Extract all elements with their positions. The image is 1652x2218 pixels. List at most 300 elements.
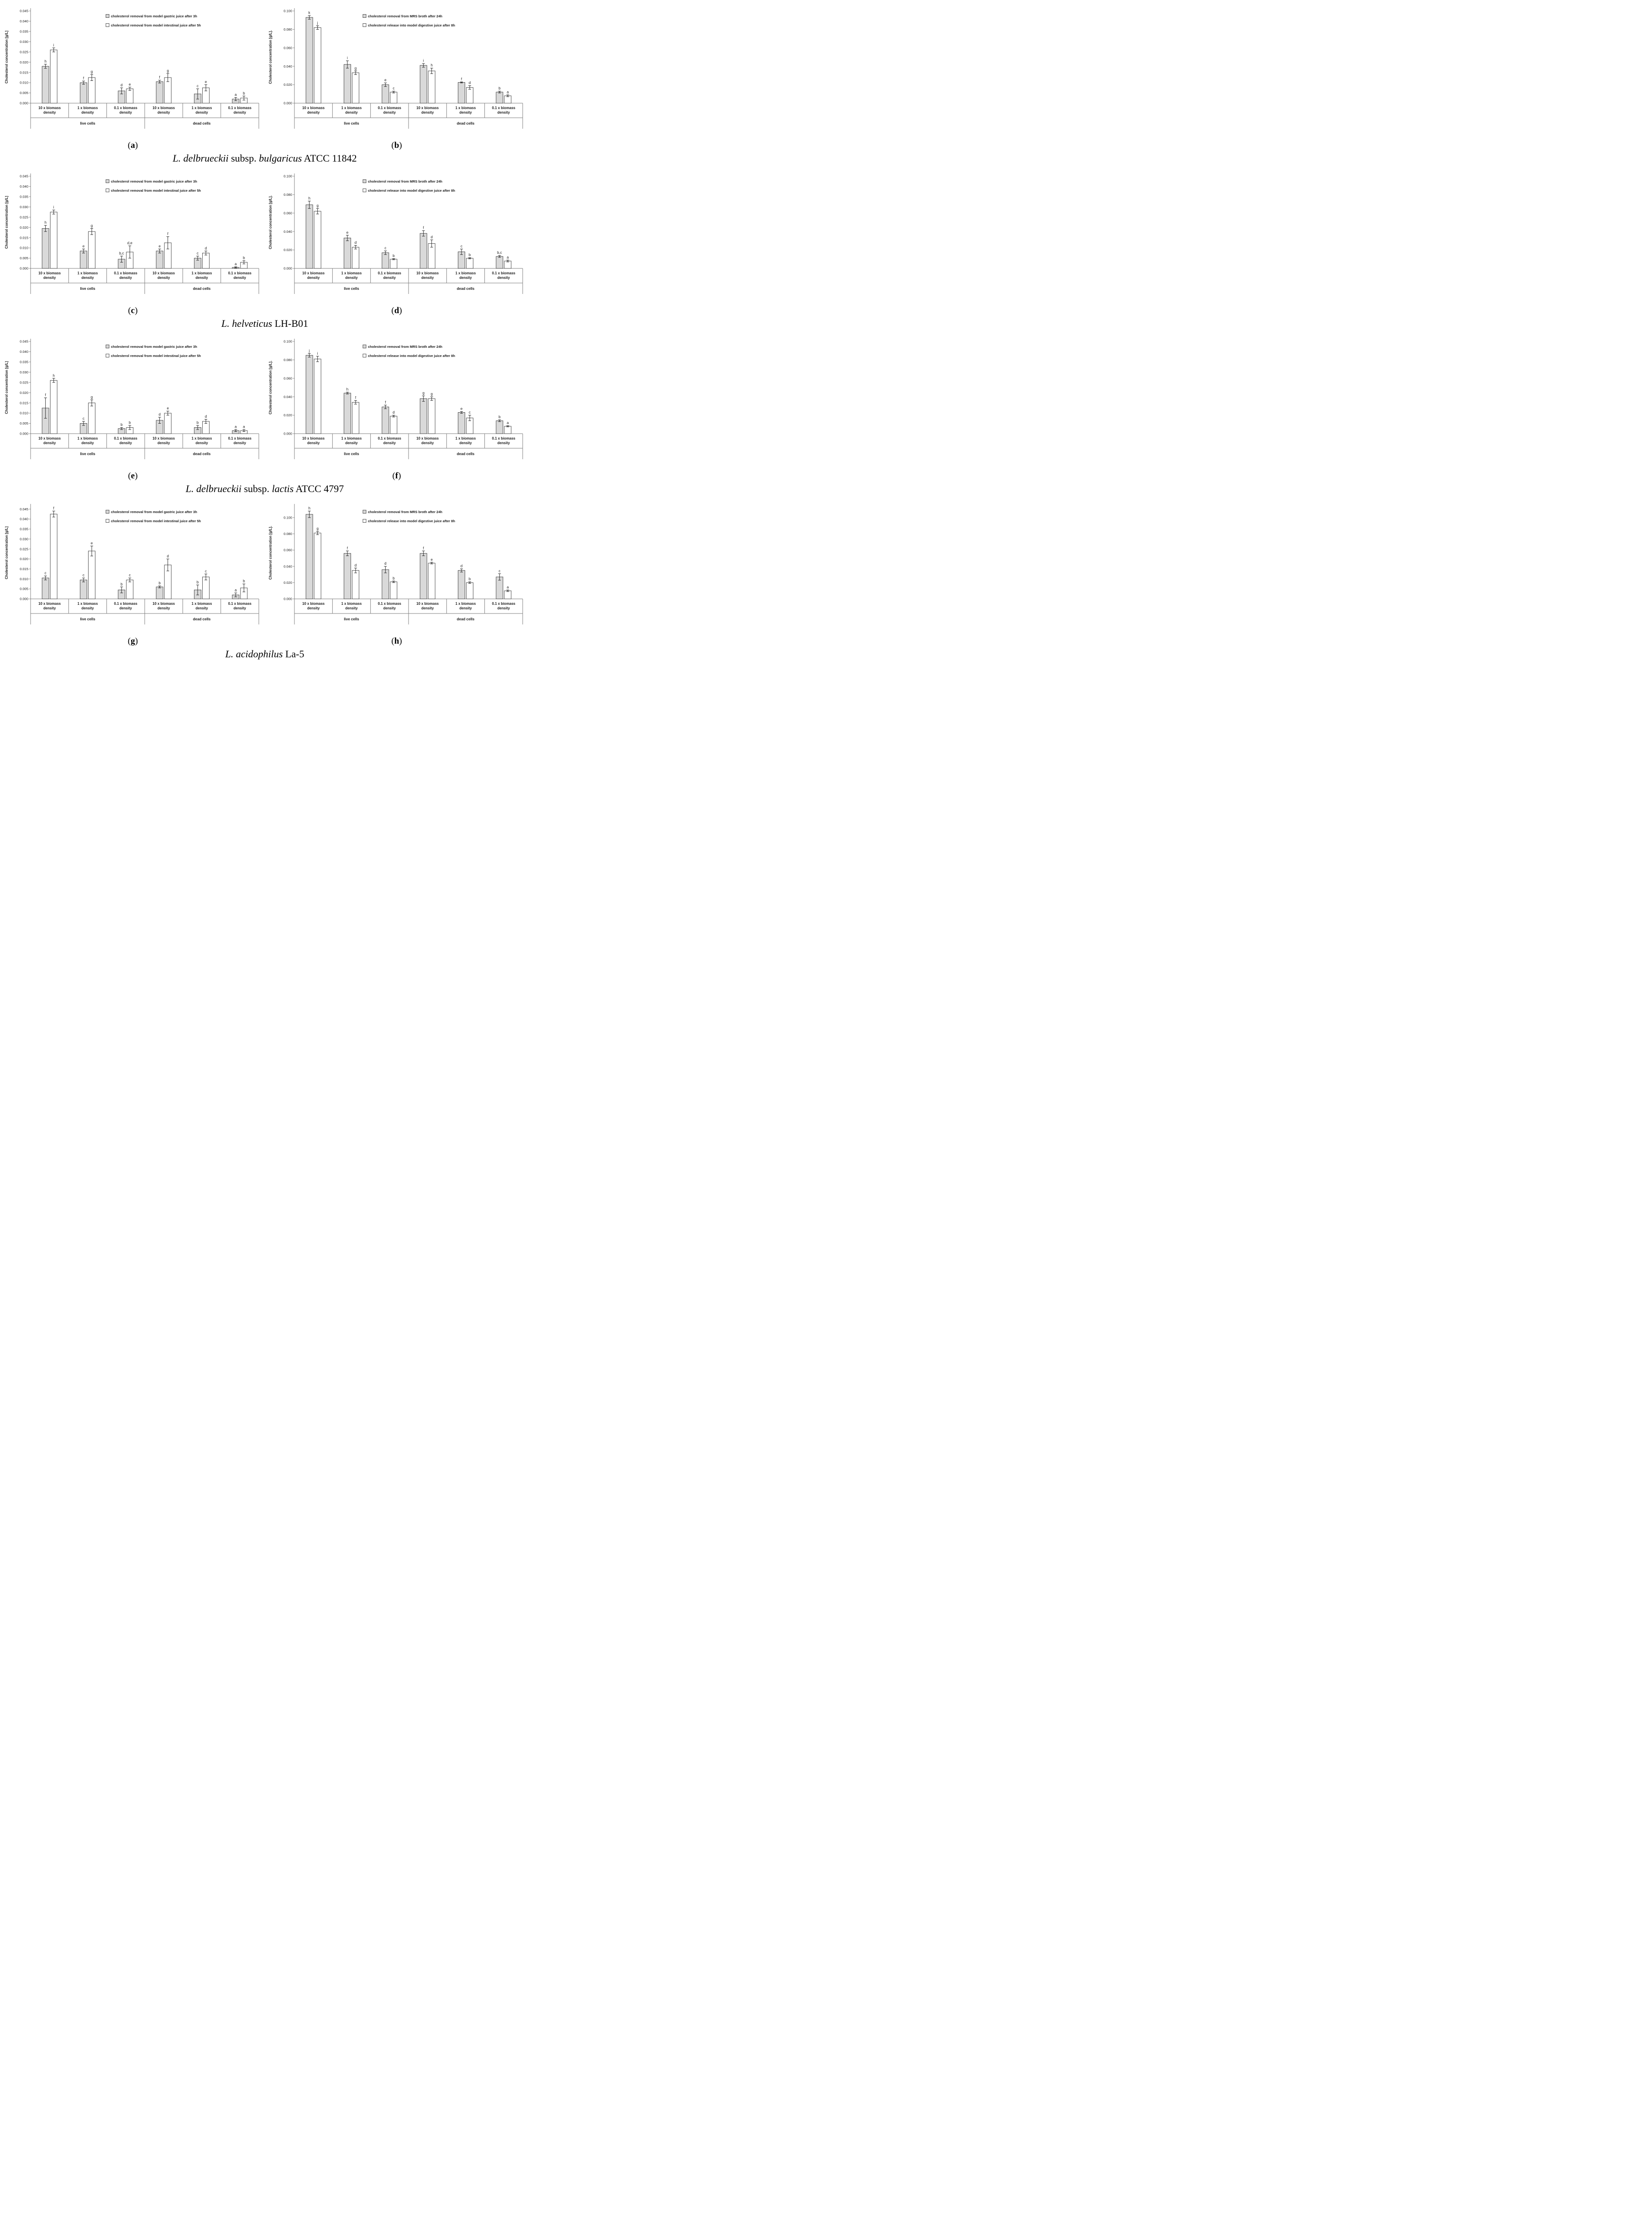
svg-text:density: density	[195, 441, 208, 445]
charts-pair-2	[0, 169, 530, 316]
svg-text:density: density	[43, 441, 56, 445]
svg-text:a: a	[235, 588, 237, 593]
svg-text:Cholesterol concentration [g/L: Cholesterol concentration [g/L].	[268, 526, 273, 580]
svg-text:a: a	[235, 262, 237, 266]
svg-text:0.080: 0.080	[283, 532, 292, 536]
chart-a	[2, 4, 263, 141]
svg-text:10 x biomass: 10 x biomass	[152, 436, 175, 440]
chart-block-h	[266, 499, 527, 646]
chart-b	[266, 4, 527, 141]
svg-text:density: density	[421, 276, 434, 280]
panel-label-h: (h)	[391, 636, 402, 646]
svg-text:b: b	[393, 576, 395, 581]
svg-text:h: h	[346, 387, 349, 392]
svg-text:f: f	[45, 393, 46, 397]
panel-label-e: (e)	[128, 471, 138, 481]
svg-text:0.040: 0.040	[283, 64, 292, 68]
svg-text:b: b	[243, 91, 245, 95]
svg-text:d: d	[167, 554, 169, 559]
svg-text:b,c: b,c	[497, 251, 502, 255]
svg-text:density: density	[43, 110, 56, 115]
svg-text:0.1 x biomass: 0.1 x biomass	[114, 106, 137, 110]
svg-text:0.1 x biomass: 0.1 x biomass	[492, 106, 515, 110]
svg-text:0.020: 0.020	[283, 580, 292, 585]
svg-text:10 x biomass: 10 x biomass	[416, 271, 439, 275]
svg-text:c: c	[129, 573, 131, 577]
svg-text:0.000: 0.000	[20, 266, 28, 271]
figure-row-3	[0, 334, 530, 495]
svg-text:i: i	[347, 56, 348, 60]
svg-text:Cholesterol concentration [g/L: Cholesterol concentration [g/L].	[268, 361, 273, 414]
svg-text:0.100: 0.100	[283, 174, 292, 178]
svg-text:density: density	[307, 606, 320, 610]
svg-text:i: i	[423, 58, 424, 63]
svg-text:0.1 x biomass: 0.1 x biomass	[228, 602, 252, 606]
svg-text:density: density	[195, 276, 208, 280]
svg-text:0.000: 0.000	[283, 597, 292, 601]
svg-text:d: d	[354, 563, 357, 567]
svg-text:g: g	[430, 392, 433, 396]
svg-text:0.1 x biomass: 0.1 x biomass	[492, 602, 515, 606]
svg-text:cholesterol removal from MRS b: cholesterol removal from MRS broth after 24h	[368, 14, 442, 18]
svg-text:g: g	[90, 69, 93, 74]
svg-text:e: e	[430, 557, 433, 562]
strain-caption-bulgaricus: L. delbrueckii subsp. bulgaricus ATCC 11842	[173, 152, 357, 164]
svg-text:f: f	[385, 400, 386, 404]
svg-text:dead cells: dead cells	[456, 287, 475, 291]
svg-text:0.100: 0.100	[283, 515, 292, 520]
svg-text:c: c	[498, 569, 501, 573]
svg-text:density: density	[119, 441, 132, 445]
svg-text:k: k	[308, 10, 310, 15]
svg-text:live cells: live cells	[344, 617, 359, 621]
svg-text:0.030: 0.030	[20, 537, 28, 541]
svg-text:e: e	[90, 541, 93, 545]
svg-text:density: density	[233, 276, 246, 280]
svg-text:density: density	[421, 441, 434, 445]
svg-text:0.1 x biomass: 0.1 x biomass	[492, 436, 515, 440]
svg-text:c: c	[83, 573, 84, 577]
svg-text:d: d	[205, 246, 207, 251]
svg-text:0.040: 0.040	[20, 350, 28, 354]
svg-text:density: density	[497, 276, 510, 280]
chart-block-b	[266, 4, 527, 151]
svg-text:10 x biomass: 10 x biomass	[38, 436, 61, 440]
svg-text:density: density	[383, 276, 396, 280]
svg-text:d,e: d,e	[127, 241, 132, 246]
panel-label-f: (f)	[392, 471, 401, 481]
svg-text:density: density	[307, 276, 320, 280]
svg-text:0.000: 0.000	[20, 101, 28, 105]
svg-text:c: c	[197, 84, 199, 89]
svg-text:density: density	[383, 110, 396, 115]
svg-text:density: density	[459, 606, 472, 610]
svg-text:0.005: 0.005	[20, 256, 28, 261]
svg-text:0.1 x biomass: 0.1 x biomass	[378, 271, 401, 275]
chart-block-f	[266, 334, 527, 481]
svg-text:density: density	[383, 606, 396, 610]
svg-text:0.1 x biomass: 0.1 x biomass	[114, 602, 137, 606]
svg-text:10 x biomass: 10 x biomass	[152, 602, 175, 606]
svg-text:h: h	[44, 220, 47, 225]
svg-text:cholesterol removal from MRS b: cholesterol removal from MRS broth after 24h	[368, 345, 442, 349]
svg-text:1 x biomass: 1 x biomass	[77, 602, 98, 606]
svg-text:0.015: 0.015	[20, 236, 28, 240]
svg-text:1 x biomass: 1 x biomass	[77, 271, 98, 275]
strain-caption-acidophilus: L. acidophilus La-5	[225, 648, 304, 660]
svg-text:b: b	[393, 254, 395, 258]
svg-text:dead cells: dead cells	[193, 287, 211, 291]
strain-caption-lactis: L. delbrueckii subsp. lactis ATCC 4797	[185, 483, 344, 494]
svg-text:density: density	[81, 606, 94, 610]
svg-text:d: d	[384, 561, 387, 566]
panel-label-c: (c)	[128, 306, 138, 315]
svg-text:0.040: 0.040	[283, 229, 292, 234]
strain-caption-helveticus: L. helveticus LH-B01	[221, 318, 309, 329]
svg-text:0.025: 0.025	[20, 50, 28, 54]
svg-text:10 x biomass: 10 x biomass	[38, 602, 61, 606]
svg-text:density: density	[345, 276, 358, 280]
svg-text:0.1 x biomass: 0.1 x biomass	[228, 436, 252, 440]
svg-text:1 x biomass: 1 x biomass	[77, 106, 98, 110]
svg-text:0.015: 0.015	[20, 401, 28, 405]
svg-text:0.040: 0.040	[283, 394, 292, 399]
svg-text:density: density	[119, 606, 132, 610]
svg-text:density: density	[43, 606, 56, 610]
svg-text:f: f	[346, 546, 348, 551]
svg-text:cholesterol removal from model: cholesterol removal from model gastric juice after 3h	[111, 510, 197, 514]
svg-text:1 x biomass: 1 x biomass	[191, 602, 212, 606]
svg-text:h: h	[52, 373, 55, 378]
svg-text:c: c	[384, 246, 387, 251]
svg-text:0.030: 0.030	[20, 370, 28, 374]
svg-text:density: density	[157, 441, 170, 445]
svg-text:density: density	[497, 110, 510, 115]
svg-text:e: e	[205, 80, 207, 84]
svg-text:dead cells: dead cells	[456, 452, 475, 456]
svg-text:b: b	[468, 253, 471, 257]
chart-block-a	[2, 4, 263, 151]
svg-text:10 x biomass: 10 x biomass	[416, 602, 439, 606]
svg-text:d: d	[205, 414, 207, 419]
svg-text:cholesterol release into model: cholesterol release into model digestive juice after 8h	[368, 519, 455, 523]
svg-text:0.1 x biomass: 0.1 x biomass	[492, 271, 515, 275]
svg-text:0.045: 0.045	[20, 174, 28, 178]
svg-text:h: h	[430, 63, 433, 68]
svg-text:f: f	[83, 76, 84, 81]
svg-text:0.020: 0.020	[20, 225, 28, 230]
svg-text:0.045: 0.045	[20, 339, 28, 344]
svg-text:a: a	[235, 92, 237, 97]
chart-block-c	[2, 169, 263, 316]
svg-text:d: d	[430, 235, 433, 239]
svg-text:density: density	[497, 606, 510, 610]
svg-text:g: g	[90, 395, 93, 399]
svg-text:d: d	[354, 241, 357, 245]
svg-text:0.035: 0.035	[20, 360, 28, 364]
svg-text:density: density	[421, 606, 434, 610]
svg-text:density: density	[157, 276, 170, 280]
svg-text:10 x biomass: 10 x biomass	[416, 436, 439, 440]
svg-text:0.060: 0.060	[283, 548, 292, 552]
chart-block-g	[2, 499, 263, 646]
svg-text:0.1 x biomass: 0.1 x biomass	[114, 271, 137, 275]
svg-text:i: i	[53, 205, 54, 210]
svg-text:0.080: 0.080	[283, 358, 292, 362]
svg-text:i: i	[317, 351, 318, 356]
svg-text:b: b	[121, 423, 123, 427]
svg-text:1 x biomass: 1 x biomass	[191, 436, 212, 440]
svg-text:density: density	[307, 441, 320, 445]
svg-text:density: density	[157, 606, 170, 610]
svg-text:dead cells: dead cells	[193, 452, 211, 456]
svg-text:0.025: 0.025	[20, 547, 28, 551]
svg-text:cholesterol removal from MRS b: cholesterol removal from MRS broth after 24h	[368, 179, 442, 184]
svg-text:10 x biomass: 10 x biomass	[416, 106, 439, 110]
svg-text:0.000: 0.000	[283, 431, 292, 436]
svg-text:e: e	[129, 82, 131, 87]
svg-text:1 x biomass: 1 x biomass	[455, 106, 476, 110]
svg-text:0.025: 0.025	[20, 215, 28, 220]
svg-text:0.005: 0.005	[20, 91, 28, 95]
svg-text:1 x biomass: 1 x biomass	[341, 106, 362, 110]
svg-text:density: density	[459, 441, 472, 445]
svg-text:Cholesterol concentration [g/L: Cholesterol concentration [g/L]	[5, 31, 9, 84]
svg-text:density: density	[81, 276, 94, 280]
svg-text:density: density	[233, 606, 246, 610]
svg-text:i: i	[53, 43, 54, 47]
chart-block-e	[2, 334, 263, 481]
svg-text:b: b	[196, 580, 199, 584]
svg-text:c: c	[197, 251, 199, 256]
svg-text:a: a	[507, 421, 509, 425]
svg-text:g: g	[354, 66, 357, 70]
svg-text:b,c: b,c	[119, 251, 124, 256]
svg-text:e: e	[384, 78, 387, 83]
svg-text:0.010: 0.010	[20, 577, 28, 581]
figure-row-2	[0, 169, 530, 330]
svg-text:0.005: 0.005	[20, 587, 28, 591]
svg-text:0.025: 0.025	[20, 380, 28, 385]
svg-text:0.080: 0.080	[283, 27, 292, 31]
svg-text:d: d	[121, 83, 123, 87]
svg-text:1 x biomass: 1 x biomass	[191, 106, 212, 110]
svg-text:0.010: 0.010	[20, 80, 28, 85]
chart-g	[2, 499, 263, 636]
svg-text:0.1 x biomass: 0.1 x biomass	[228, 106, 252, 110]
svg-text:1 x biomass: 1 x biomass	[455, 271, 476, 275]
svg-text:0.035: 0.035	[20, 29, 28, 34]
svg-text:1 x biomass: 1 x biomass	[191, 271, 212, 275]
svg-text:Cholesterol concentration [g/L: Cholesterol concentration [g/L]	[5, 361, 9, 414]
svg-text:0.040: 0.040	[20, 184, 28, 189]
svg-text:10 x biomass: 10 x biomass	[302, 106, 325, 110]
svg-text:density: density	[307, 110, 320, 115]
svg-text:e: e	[158, 244, 161, 248]
svg-text:a: a	[507, 255, 509, 260]
svg-text:0.020: 0.020	[20, 390, 28, 395]
svg-text:j: j	[309, 348, 310, 353]
svg-text:0.1 x biomass: 0.1 x biomass	[228, 271, 252, 275]
svg-text:b: b	[498, 86, 501, 91]
chart-d	[266, 169, 527, 306]
svg-text:e: e	[167, 406, 169, 411]
svg-text:dead cells: dead cells	[456, 121, 475, 126]
svg-text:Cholesterol concentration [g/L: Cholesterol concentration [g/L]	[5, 196, 9, 249]
figure	[0, 4, 530, 660]
panel-label-b: (b)	[391, 141, 402, 150]
svg-text:Cholesterol concentration [g/L: Cholesterol concentration [g/L].	[268, 195, 273, 249]
panel-label-d: (d)	[391, 306, 402, 315]
svg-text:0.1 x biomass: 0.1 x biomass	[378, 602, 401, 606]
svg-text:0.035: 0.035	[20, 527, 28, 531]
svg-text:cholesterol removal from model: cholesterol removal from model intestinal juice after 5h	[111, 519, 201, 523]
svg-text:b: b	[243, 256, 245, 260]
svg-text:density: density	[421, 110, 434, 115]
svg-text:1 x biomass: 1 x biomass	[455, 436, 476, 440]
svg-text:density: density	[497, 441, 510, 445]
svg-text:d: d	[468, 81, 471, 85]
svg-text:f: f	[461, 77, 462, 81]
svg-text:b: b	[121, 582, 123, 587]
svg-text:density: density	[43, 276, 56, 280]
svg-text:f: f	[423, 546, 424, 551]
svg-text:0.005: 0.005	[20, 421, 28, 426]
svg-text:density: density	[195, 110, 208, 115]
svg-text:f: f	[167, 231, 168, 236]
svg-text:density: density	[233, 110, 246, 115]
svg-text:0.040: 0.040	[20, 19, 28, 24]
svg-text:density: density	[383, 441, 396, 445]
svg-text:h: h	[44, 59, 47, 64]
svg-text:10 x biomass: 10 x biomass	[302, 436, 325, 440]
svg-text:0.1 x biomass: 0.1 x biomass	[378, 436, 401, 440]
svg-text:0.000: 0.000	[283, 266, 292, 271]
svg-text:c: c	[469, 410, 471, 415]
svg-text:e: e	[346, 230, 349, 235]
svg-text:cholesterol removal from model: cholesterol removal from model gastric juice after 3h	[111, 345, 197, 349]
svg-text:f: f	[53, 506, 54, 511]
svg-text:cholesterol release into model: cholesterol release into model digestive juice after 8h	[368, 189, 455, 193]
chart-c	[2, 169, 263, 306]
svg-text:c: c	[44, 571, 47, 576]
svg-text:10 x biomass: 10 x biomass	[152, 106, 175, 110]
svg-text:0.040: 0.040	[20, 517, 28, 521]
svg-text:dead cells: dead cells	[456, 617, 475, 621]
svg-text:0.060: 0.060	[283, 211, 292, 215]
svg-text:g: g	[316, 204, 319, 208]
svg-text:d: d	[393, 410, 395, 415]
svg-text:b: b	[243, 579, 245, 583]
svg-text:0.035: 0.035	[20, 194, 28, 199]
svg-text:a: a	[235, 425, 237, 429]
svg-text:1 x biomass: 1 x biomass	[341, 436, 362, 440]
svg-text:0.030: 0.030	[20, 204, 28, 209]
svg-text:dead cells: dead cells	[193, 617, 211, 621]
svg-text:Cholesterol concentration [g/L: Cholesterol concentration [g/L]	[5, 526, 9, 579]
svg-text:density: density	[157, 110, 170, 115]
svg-text:cholesterol removal from model: cholesterol removal from model gastric juice after 3h	[111, 14, 197, 18]
svg-text:a: a	[507, 585, 509, 589]
svg-text:0.045: 0.045	[20, 9, 28, 13]
svg-text:g: g	[422, 391, 425, 395]
svg-text:0.020: 0.020	[283, 248, 292, 252]
svg-text:0.000: 0.000	[20, 597, 28, 601]
svg-text:10 x biomass: 10 x biomass	[38, 271, 61, 275]
svg-text:density: density	[345, 110, 358, 115]
figure-row-4	[0, 499, 530, 660]
svg-text:g: g	[167, 68, 169, 73]
svg-text:0.020: 0.020	[283, 83, 292, 87]
svg-text:b: b	[158, 581, 161, 586]
svg-text:cholesterol release into model: cholesterol release into model digestive juice after 8h	[368, 23, 455, 27]
svg-text:g: g	[316, 526, 319, 531]
svg-text:j: j	[317, 21, 318, 25]
svg-text:0.020: 0.020	[283, 413, 292, 418]
svg-text:density: density	[119, 276, 132, 280]
svg-text:1 x biomass: 1 x biomass	[77, 436, 98, 440]
svg-text:1 x biomass: 1 x biomass	[341, 602, 362, 606]
svg-text:g: g	[90, 223, 93, 228]
svg-text:density: density	[195, 606, 208, 610]
svg-text:0.030: 0.030	[20, 39, 28, 44]
svg-text:f: f	[355, 395, 357, 400]
svg-text:10 x biomass: 10 x biomass	[152, 271, 175, 275]
svg-text:live cells: live cells	[344, 121, 359, 126]
svg-text:cholesterol removal from model: cholesterol removal from model gastric juice after 3h	[111, 179, 197, 184]
svg-text:10 x biomass: 10 x biomass	[302, 271, 325, 275]
svg-text:density: density	[81, 110, 94, 115]
svg-text:b: b	[196, 420, 199, 425]
svg-text:c: c	[393, 86, 395, 91]
svg-text:a: a	[507, 90, 509, 94]
svg-text:0.100: 0.100	[283, 9, 292, 13]
svg-text:c: c	[461, 244, 462, 249]
svg-text:Cholesterol concentration [g/L: Cholesterol concentration [g/L].	[268, 30, 273, 84]
svg-text:0.010: 0.010	[20, 246, 28, 250]
chart-block-d	[266, 169, 527, 316]
chart-e	[2, 334, 263, 471]
chart-f	[266, 334, 527, 471]
svg-text:density: density	[345, 441, 358, 445]
svg-text:0.080: 0.080	[283, 193, 292, 197]
svg-text:10 x biomass: 10 x biomass	[302, 602, 325, 606]
panel-label-a: (a)	[127, 141, 138, 150]
svg-text:1 x biomass: 1 x biomass	[341, 271, 362, 275]
svg-text:0.040: 0.040	[283, 564, 292, 569]
svg-text:e: e	[460, 407, 463, 411]
svg-text:c: c	[205, 569, 207, 573]
svg-text:c: c	[83, 416, 84, 421]
svg-text:0.045: 0.045	[20, 507, 28, 511]
chart-h	[266, 499, 527, 636]
charts-pair-4	[0, 499, 530, 646]
svg-text:0.060: 0.060	[283, 376, 292, 381]
svg-text:live cells: live cells	[344, 287, 359, 291]
svg-text:0.020: 0.020	[20, 60, 28, 64]
svg-text:f: f	[159, 75, 160, 80]
svg-text:dead cells: dead cells	[193, 121, 211, 126]
svg-text:d: d	[460, 564, 463, 568]
svg-text:e: e	[82, 244, 85, 248]
svg-text:0.010: 0.010	[20, 411, 28, 415]
svg-text:live cells: live cells	[80, 121, 95, 126]
svg-text:h: h	[308, 196, 310, 201]
svg-text:density: density	[233, 441, 246, 445]
svg-text:density: density	[345, 606, 358, 610]
panel-label-g: (g)	[127, 636, 138, 646]
svg-text:a: a	[243, 425, 245, 429]
